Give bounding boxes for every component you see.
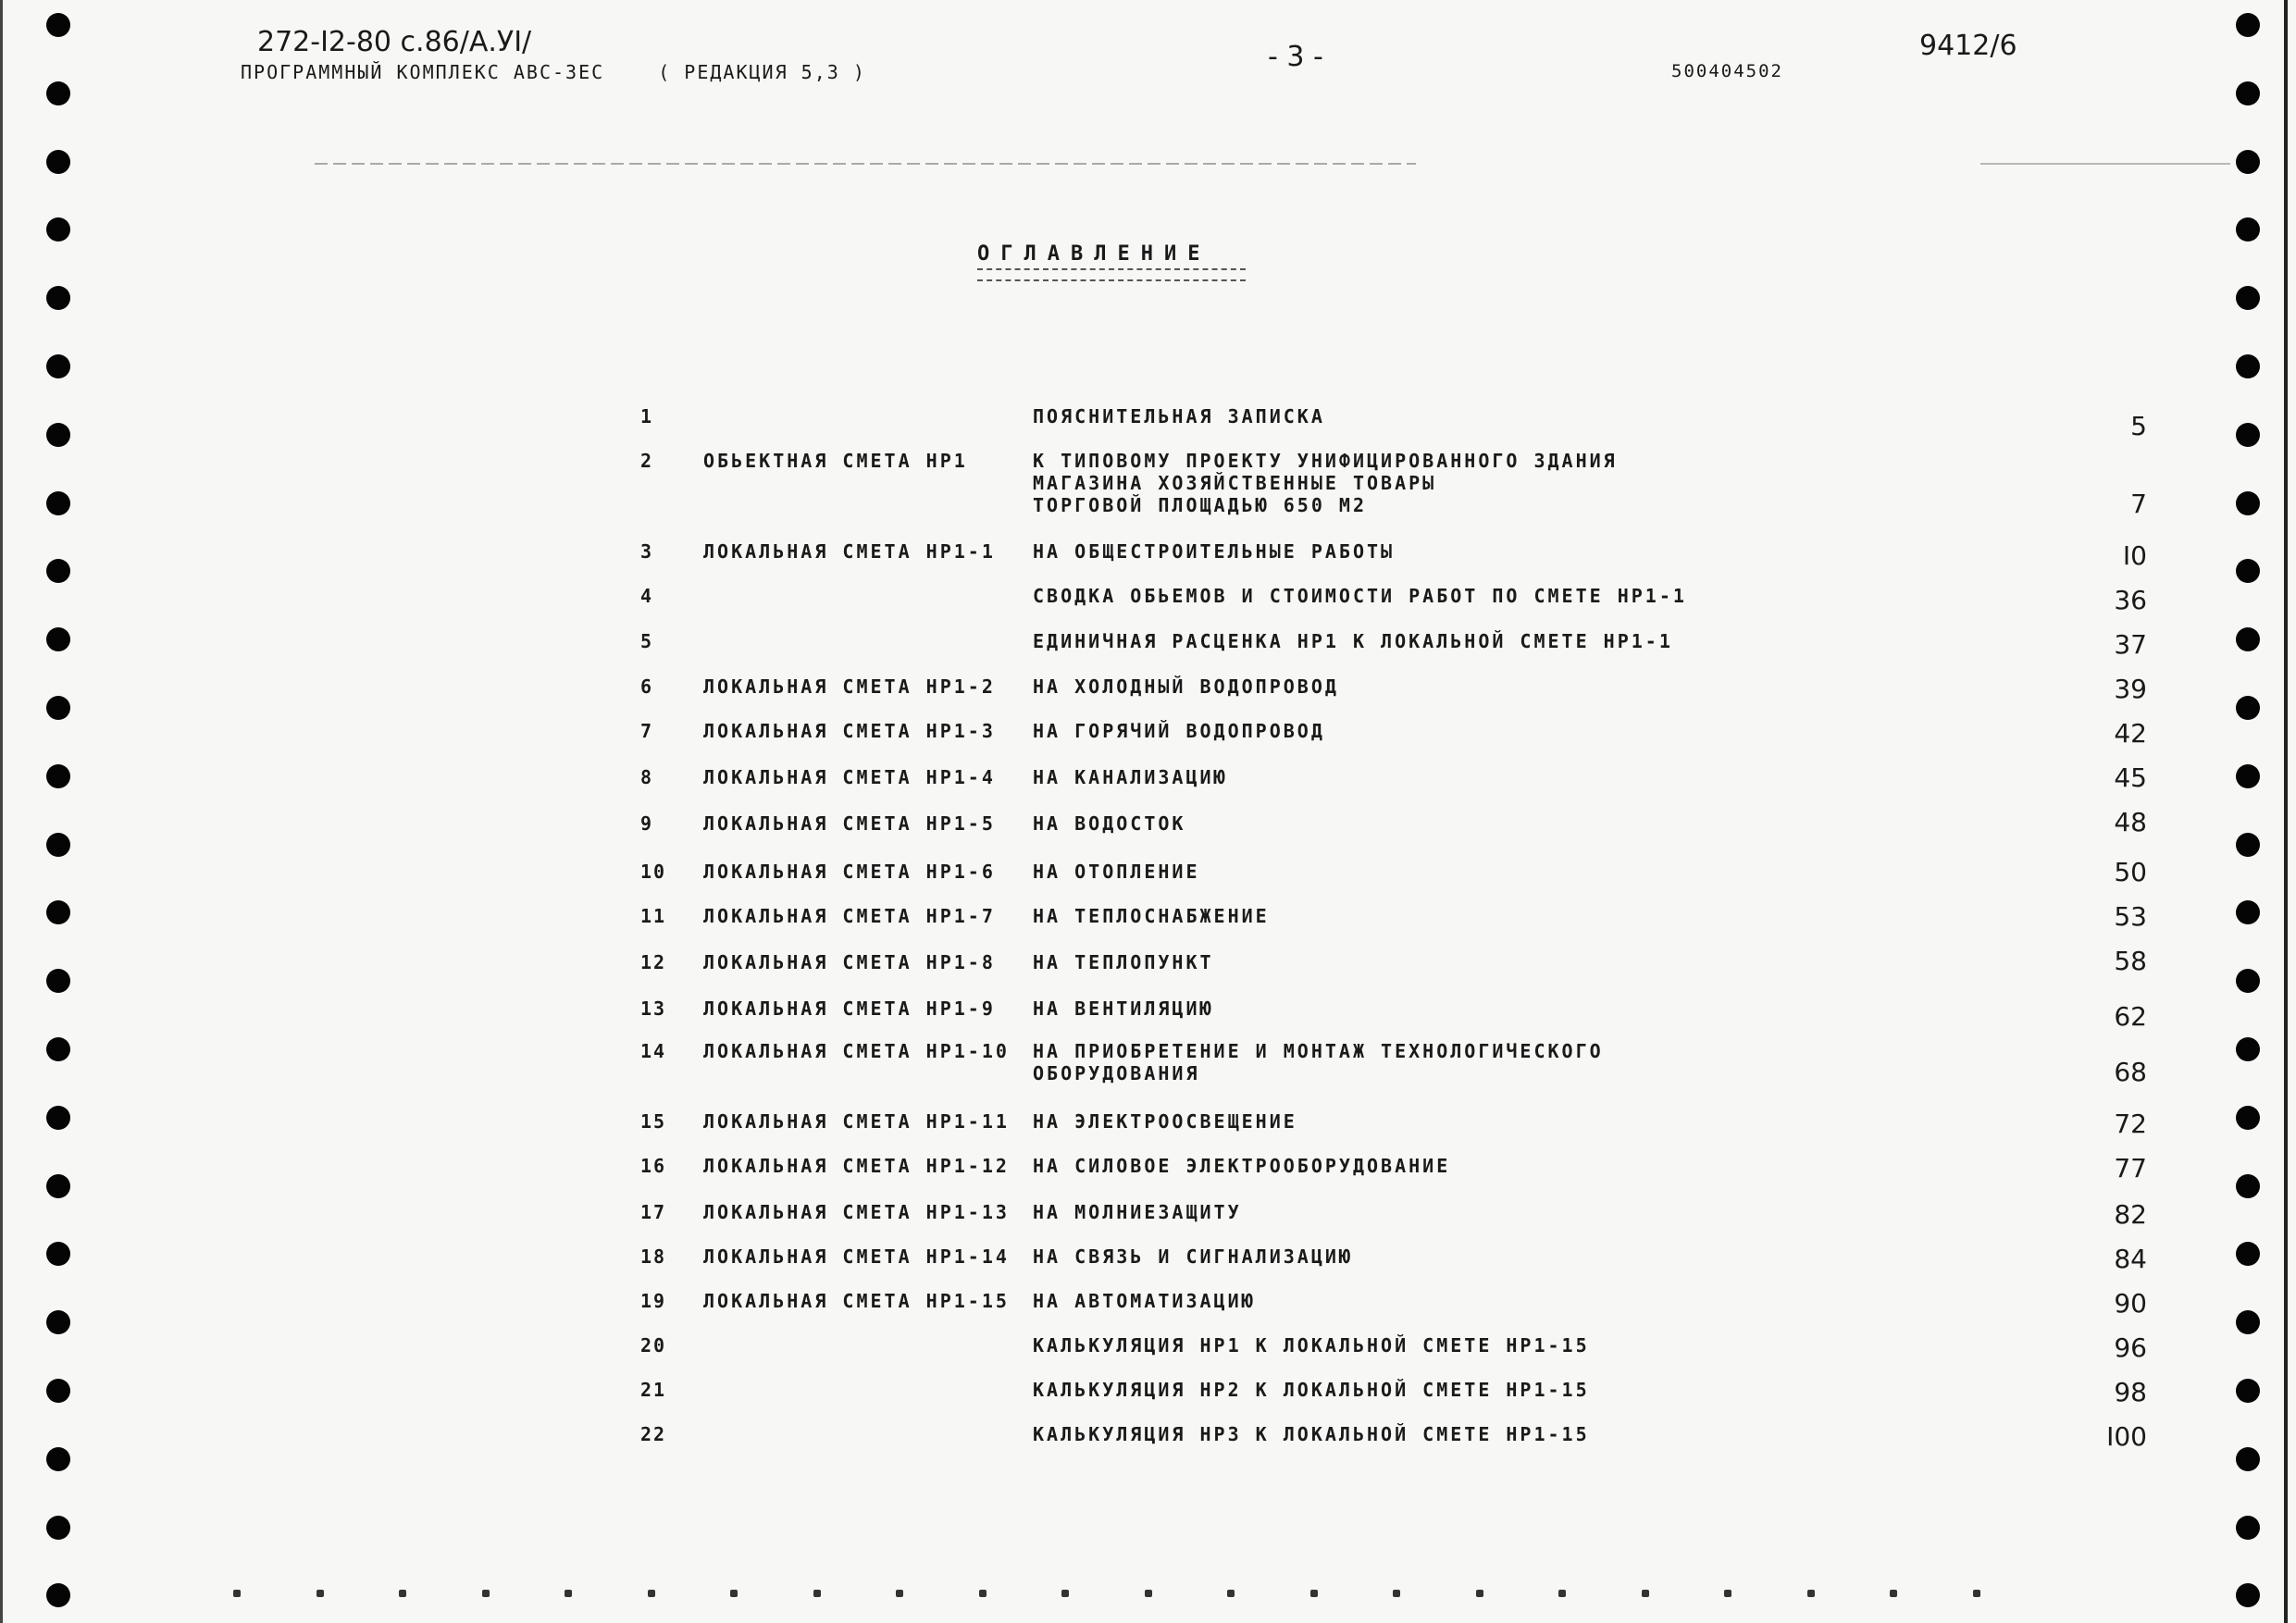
sheet-number: 9412/6 [1919, 30, 2017, 62]
toc-number: 5 [640, 630, 654, 652]
perforation-hole [46, 13, 70, 37]
perforation-hole [2236, 1310, 2260, 1334]
toc-number: 6 [640, 675, 654, 698]
toc-page: 5 [2130, 411, 2147, 441]
toc-description: НА ПРИОБРЕТЕНИЕ И МОНТАЖ ТЕХНОЛОГИЧЕСКОГО ОБОРУДОВАНИЯ [1033, 1040, 1604, 1084]
toc-number: 16 [640, 1155, 667, 1177]
toc-estimate-type: ЛОКАЛЬНАЯ СМЕТА НР1-15 [703, 1290, 1010, 1312]
perforation-hole [46, 627, 70, 651]
toc-description: НА ОТОПЛЕНИЕ [1033, 861, 1200, 883]
toc-page: 90 [2114, 1288, 2147, 1319]
toc-description: НА КАНАЛИЗАЦИЮ [1033, 766, 1228, 788]
perforation-hole [46, 286, 70, 310]
toc-estimate-type: ЛОКАЛЬНАЯ СМЕТА НР1-14 [703, 1245, 1010, 1268]
toc-page: 50 [2114, 857, 2147, 887]
toc-page: 7 [2130, 489, 2147, 519]
program-title: ПРОГРАММНЫЙ КОМПЛЕКС АВС-ЗЕС [241, 61, 605, 83]
perforation-hole [2236, 764, 2260, 788]
toc-page: 48 [2114, 807, 2147, 837]
perforation-hole [46, 491, 70, 515]
toc-number: 21 [640, 1379, 667, 1401]
perforation-hole [2236, 627, 2260, 651]
feed-dot [1807, 1590, 1815, 1597]
toc-page: 37 [2114, 629, 2147, 660]
feed-dot [1061, 1590, 1069, 1597]
toc-page: 77 [2114, 1153, 2147, 1183]
toc-number: 4 [640, 585, 654, 607]
perforation-hole [46, 1447, 70, 1471]
perforation-hole [2236, 1516, 2260, 1540]
perforation-hole [2236, 13, 2260, 37]
toc-page: 98 [2114, 1377, 2147, 1407]
right-perforation-strip [2236, 0, 2273, 1623]
left-paper-edge [0, 0, 3, 1623]
feed-dot [1227, 1590, 1235, 1597]
perforation-hole [2236, 286, 2260, 310]
perforation-hole [46, 1583, 70, 1607]
toc-estimate-type: ЛОКАЛЬНАЯ СМЕТА НР1-2 [703, 675, 996, 698]
header-rule-left [315, 163, 1416, 165]
feed-dot [565, 1590, 572, 1597]
toc-estimate-type: ЛОКАЛЬНАЯ СМЕТА НР1-8 [703, 951, 996, 973]
perforation-hole [46, 1037, 70, 1061]
perforation-hole [46, 354, 70, 378]
toc-description: НА ВЕНТИЛЯЦИЮ [1033, 997, 1214, 1020]
toc-description: ЕДИНИЧНАЯ РАСЦЕНКА НР1 К ЛОКАЛЬНОЙ СМЕТЕ НР1-1 [1033, 630, 1673, 652]
perforation-hole [2236, 1106, 2260, 1130]
perforation-hole [46, 1516, 70, 1540]
toc-number: 2 [640, 450, 654, 472]
page-title: ОГЛАВЛЕНИЕ [977, 242, 1211, 266]
perforation-hole [46, 217, 70, 242]
toc-page: 58 [2114, 946, 2147, 976]
perforation-hole [2236, 833, 2260, 857]
toc-page: 84 [2114, 1244, 2147, 1274]
perforation-hole [2236, 696, 2260, 720]
toc-description: НА ТЕПЛОСНАБЖЕНИЕ [1033, 905, 1270, 927]
perforation-hole [46, 81, 70, 105]
toc-estimate-type: ЛОКАЛЬНАЯ СМЕТА НР1-11 [703, 1110, 1010, 1133]
toc-estimate-type: ЛОКАЛЬНАЯ СМЕТА НР1-9 [703, 997, 996, 1020]
feed-dot [1642, 1590, 1649, 1597]
perforation-hole [46, 1106, 70, 1130]
document-code: 272-I2-80 с.86/А.УI/ [257, 26, 532, 58]
feed-dot [1393, 1590, 1400, 1597]
toc-estimate-type: ЛОКАЛЬНАЯ СМЕТА НР1-1 [703, 540, 996, 563]
toc-page: 36 [2114, 585, 2147, 615]
toc-page: 45 [2114, 762, 2147, 793]
toc-estimate-type: ЛОКАЛЬНАЯ СМЕТА НР1-13 [703, 1201, 1010, 1223]
perforation-hole [46, 150, 70, 174]
toc-description: НА МОЛНИЕЗАЩИТУ [1033, 1201, 1242, 1223]
toc-number: 13 [640, 997, 667, 1020]
toc-page: 68 [2114, 1057, 2147, 1087]
perforation-hole [2236, 1379, 2260, 1403]
perforation-hole [46, 696, 70, 720]
toc-page: 39 [2114, 674, 2147, 704]
toc-number: 20 [640, 1334, 667, 1357]
feed-dot [813, 1590, 821, 1597]
toc-page: I00 [2106, 1421, 2147, 1452]
toc-description: КАЛЬКУЛЯЦИЯ НР2 К ЛОКАЛЬНОЙ СМЕТЕ НР1-15 [1033, 1379, 1590, 1401]
toc-page: I0 [2122, 540, 2147, 571]
perforation-hole [2236, 81, 2260, 105]
toc-number: 7 [640, 720, 654, 742]
toc-page: 96 [2114, 1332, 2147, 1363]
toc-description: КАЛЬКУЛЯЦИЯ НР1 К ЛОКАЛЬНОЙ СМЕТЕ НР1-15 [1033, 1334, 1590, 1357]
toc-description: ПОЯСНИТЕЛЬНАЯ ЗАПИСКА [1033, 405, 1325, 427]
perforation-hole [2236, 1174, 2260, 1198]
feed-dot [233, 1590, 241, 1597]
toc-number: 19 [640, 1290, 667, 1312]
toc-number: 8 [640, 766, 654, 788]
feed-dot [1890, 1590, 1897, 1597]
perforation-hole [46, 900, 70, 924]
bottom-feed-dots [222, 1590, 2036, 1599]
header-rule-right [1980, 163, 2230, 165]
toc-description: НА СИЛОВОЕ ЭЛЕКТРООБОРУДОВАНИЕ [1033, 1155, 1451, 1177]
toc-page: 42 [2114, 718, 2147, 749]
perforation-hole [2236, 559, 2260, 583]
perforation-hole [2236, 217, 2260, 242]
toc-number: 15 [640, 1110, 667, 1133]
perforation-hole [46, 1310, 70, 1334]
perforation-hole [46, 423, 70, 447]
toc-description: НА АВТОМАТИЗАЦИЮ [1033, 1290, 1256, 1312]
feed-dot [1558, 1590, 1566, 1597]
perforation-hole [2236, 1242, 2260, 1266]
feed-dot [1145, 1590, 1152, 1597]
toc-description: НА ЭЛЕКТРООСВЕЩЕНИЕ [1033, 1110, 1297, 1133]
toc-description: К ТИПОВОМУ ПРОЕКТУ УНИФИЦИРОВАННОГО ЗДАНИЯ МАГАЗИНА ХОЗЯЙСТВЕННЫЕ ТОВАРЫ ТОРГОВОЙ ПЛОЩАДЬЮ 650 М2 [1033, 450, 1618, 516]
program-edition: ( РЕДАКЦИЯ 5,3 ) [658, 61, 866, 83]
perforation-hole [46, 1242, 70, 1266]
feed-dot [1724, 1590, 1731, 1597]
toc-number: 22 [640, 1423, 667, 1445]
perforation-hole [46, 833, 70, 857]
feed-dot [896, 1590, 903, 1597]
feed-dot [1310, 1590, 1318, 1597]
toc-description: КАЛЬКУЛЯЦИЯ НР3 К ЛОКАЛЬНОЙ СМЕТЕ НР1-15 [1033, 1423, 1590, 1445]
perforation-hole [46, 559, 70, 583]
toc-description: НА СВЯЗЬ И СИГНАЛИЗАЦИЮ [1033, 1245, 1353, 1268]
feed-dot [482, 1590, 490, 1597]
toc-number: 18 [640, 1245, 667, 1268]
feed-dot [316, 1590, 324, 1597]
toc-number: 12 [640, 951, 667, 973]
toc-description: НА ВОДОСТОК [1033, 812, 1186, 835]
perforation-hole [2236, 1447, 2260, 1471]
program-name [241, 61, 866, 83]
left-perforation-strip [37, 0, 74, 1623]
title-underline [977, 268, 1246, 281]
toc-estimate-type: ЛОКАЛЬНАЯ СМЕТА НР1-7 [703, 905, 996, 927]
toc-number: 3 [640, 540, 654, 563]
toc-estimate-type: ЛОКАЛЬНАЯ СМЕТА НР1-10 [703, 1040, 1010, 1062]
toc-estimate-type: ЛОКАЛЬНАЯ СМЕТА НР1-5 [703, 812, 996, 835]
perforation-hole [2236, 900, 2260, 924]
perforation-hole [46, 969, 70, 993]
right-paper-edge [2284, 0, 2288, 1623]
toc-page: 53 [2114, 901, 2147, 932]
toc-estimate-type: ЛОКАЛЬНАЯ СМЕТА НР1-6 [703, 861, 996, 883]
toc-number: 10 [640, 861, 667, 883]
toc-number: 14 [640, 1040, 667, 1062]
toc-number: 1 [640, 405, 654, 427]
toc-number: 11 [640, 905, 667, 927]
toc-page: 62 [2114, 1001, 2147, 1032]
toc-number: 9 [640, 812, 654, 835]
toc-description: СВОДКА ОБЬЕМОВ И СТОИМОСТИ РАБОТ ПО СМЕТЕ НР1-1 [1033, 585, 1687, 607]
perforation-hole [46, 1379, 70, 1403]
toc-description: НА ОБЩЕСТРОИТЕЛЬНЫЕ РАБОТЫ [1033, 540, 1396, 563]
perforation-hole [2236, 491, 2260, 515]
feed-dot [979, 1590, 987, 1597]
toc-description: НА ХОЛОДНЫЙ ВОДОПРОВОД [1033, 675, 1339, 698]
toc-estimate-type: ОБЬЕКТНАЯ СМЕТА НР1 [703, 450, 968, 472]
toc-estimate-type: ЛОКАЛЬНАЯ СМЕТА НР1-12 [703, 1155, 1010, 1177]
toc-estimate-type: ЛОКАЛЬНАЯ СМЕТА НР1-4 [703, 766, 996, 788]
perforation-hole [2236, 354, 2260, 378]
perforation-hole [46, 1174, 70, 1198]
feed-dot [1973, 1590, 1980, 1597]
perforation-hole [2236, 969, 2260, 993]
feed-dot [648, 1590, 655, 1597]
toc-page: 82 [2114, 1199, 2147, 1230]
perforation-hole [2236, 423, 2260, 447]
toc-estimate-type: ЛОКАЛЬНАЯ СМЕТА НР1-3 [703, 720, 996, 742]
toc-description: НА ГОРЯЧИЙ ВОДОПРОВОД [1033, 720, 1325, 742]
perforation-hole [2236, 1037, 2260, 1061]
perforation-hole [2236, 1583, 2260, 1607]
toc-number: 17 [640, 1201, 667, 1223]
feed-dot [1476, 1590, 1483, 1597]
document-id: 500404502 [1671, 61, 1783, 81]
feed-dot [730, 1590, 738, 1597]
feed-dot [399, 1590, 406, 1597]
toc-description: НА ТЕПЛОПУНКТ [1033, 951, 1214, 973]
toc-page: 72 [2114, 1109, 2147, 1139]
perforation-hole [46, 764, 70, 788]
page-number: - 3 - [1268, 41, 1323, 73]
perforation-hole [2236, 150, 2260, 174]
